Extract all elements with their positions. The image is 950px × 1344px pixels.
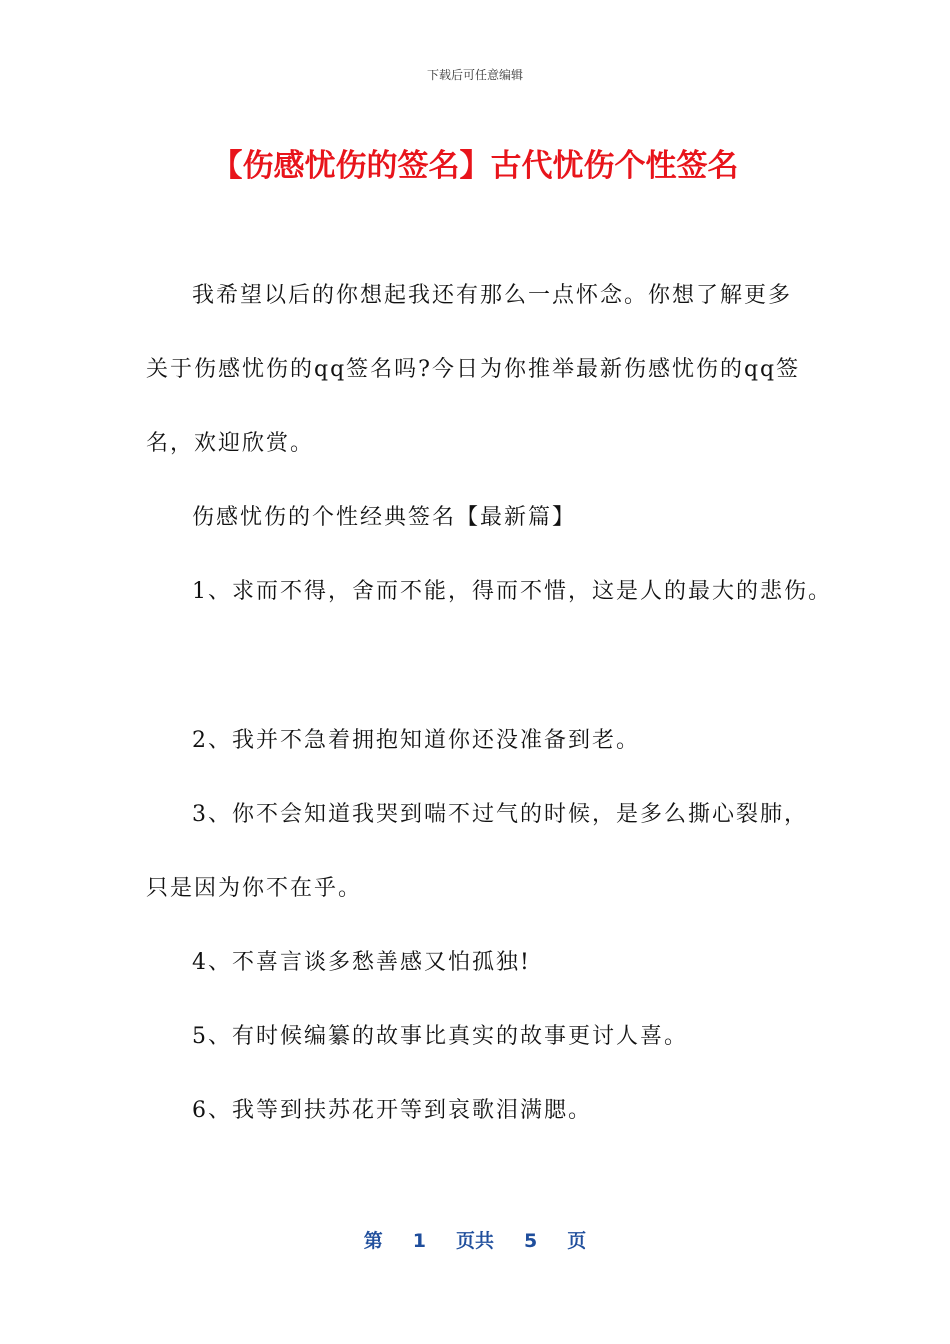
list-item: 6、我等到扶苏花开等到哀歌泪满腮。	[192, 1098, 592, 1123]
page-middle: 页共	[455, 1230, 494, 1252]
list-item-continuation: 只是因为你不在乎。	[146, 876, 363, 901]
page-number: 1	[412, 1230, 426, 1252]
page-suffix: 页	[567, 1230, 587, 1252]
header-note: 下载后可任意编辑	[426, 68, 523, 82]
list-item: 1、求而不得，舍而不能，得而不惜，这是人的最大的悲伤。	[192, 579, 832, 604]
list-item: 2、我并不急着拥抱知道你还没准备到老。	[192, 728, 640, 753]
page-prefix: 第	[363, 1230, 383, 1252]
page-total: 5	[524, 1230, 538, 1252]
section-heading: 伤感忧伤的个性经典签名【最新篇】	[192, 505, 577, 530]
paragraph-line: 名，欢迎欣赏。	[146, 431, 315, 456]
document-title: 【伤感忧伤的签名】古代忧伤个性签名	[211, 148, 739, 184]
page-footer	[0, 1226, 950, 1253]
list-item: 3、你不会知道我哭到喘不过气的时候，是多么撕心裂肺，	[192, 802, 808, 827]
list-item: 4、不喜言谈多愁善感又怕孤独!	[192, 950, 531, 975]
list-item: 5、有时候编纂的故事比真实的故事更讨人喜。	[192, 1024, 688, 1049]
paragraph-line: 我希望以后的你想起我还有那么一点怀念。你想了解更多	[192, 283, 793, 308]
paragraph-line: 关于伤感忧伤的qq签名吗?今日为你推举最新伤感忧伤的qq签	[146, 357, 801, 382]
